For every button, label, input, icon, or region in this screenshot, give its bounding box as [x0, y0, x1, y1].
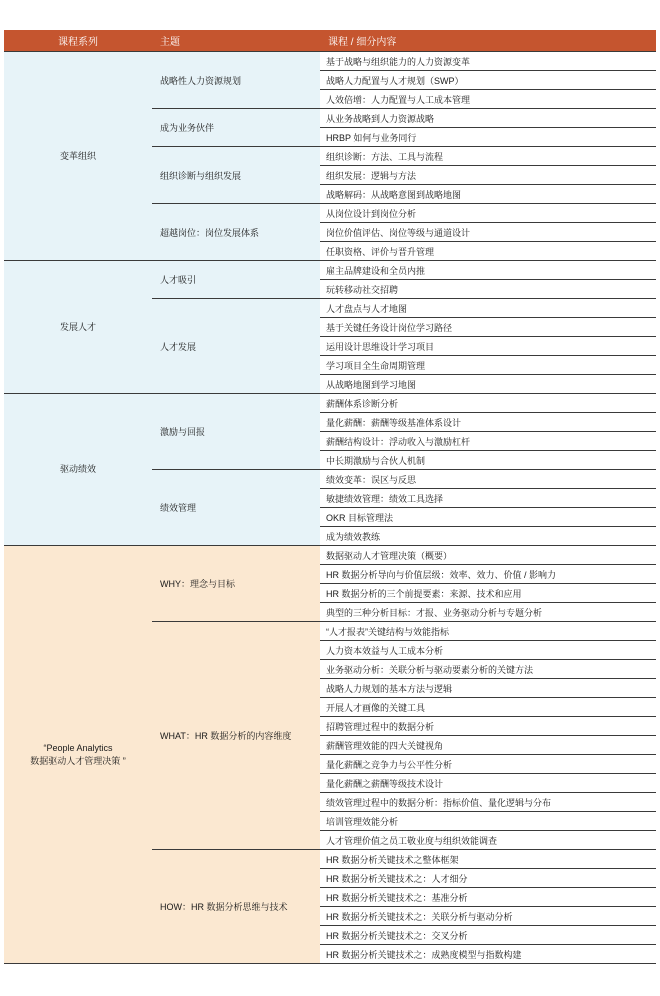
content-item: 薪酬管理效能的四大关键视角	[320, 736, 656, 755]
section-2	[4, 261, 656, 394]
content-item: 薪酬体系诊断分析	[320, 394, 656, 413]
topic-cell: WHY：理念与目标	[152, 546, 320, 622]
content-item: HR 数据分析导向与价值层级：效率、效力、价值 / 影响力	[320, 565, 656, 584]
content-item: 运用设计思维设计学习项目	[320, 337, 656, 356]
content-item: 组织发展：逻辑与方法	[320, 166, 656, 185]
content-item: 人效倍增：人力配置与人工成本管理	[320, 90, 656, 109]
header-topic: 主题	[152, 30, 320, 52]
header-row	[4, 30, 656, 52]
section-4	[4, 546, 656, 964]
content-item: 培训管理效能分析	[320, 812, 656, 831]
table-row	[4, 52, 656, 71]
content-item: 招聘管理过程中的数据分析	[320, 717, 656, 736]
content-item: 战略解码：从战略意图到战略地图	[320, 185, 656, 204]
table-row	[4, 394, 656, 413]
content-item: HR 数据分析关键技术之整体框架	[320, 850, 656, 869]
content-item: 基于战略与组织能力的人力资源变革	[320, 52, 656, 71]
series-cell: 发展人才	[4, 261, 152, 394]
section-1	[4, 52, 656, 261]
header-content: 课程 / 细分内容	[320, 30, 656, 52]
content-item: HRBP 如何与业务同行	[320, 128, 656, 147]
content-item: OKR 目标管理法	[320, 508, 656, 527]
content-item: 业务驱动分析：关联分析与驱动要素分析的关键方法	[320, 660, 656, 679]
content-item: 中长期激励与合伙人机制	[320, 451, 656, 470]
topic-cell: 组织诊断与组织发展	[152, 147, 320, 204]
content-item: 绩效管理过程中的数据分析：指标价值、量化逻辑与分布	[320, 793, 656, 812]
topic-cell: 成为业务伙伴	[152, 109, 320, 147]
content-item: 量化薪酬：薪酬等级基准体系设计	[320, 413, 656, 432]
content-item: 人才盘点与人才地图	[320, 299, 656, 318]
topic-cell: 超越岗位：岗位发展体系	[152, 204, 320, 261]
topic-cell: 激励与回报	[152, 394, 320, 470]
content-item: 绩效变革：误区与反思	[320, 470, 656, 489]
content-item: 岗位价值评估、岗位等级与通道设计	[320, 223, 656, 242]
content-item: 组织诊断：方法、工具与流程	[320, 147, 656, 166]
table-row	[4, 261, 656, 280]
content-item: HR 数据分析关键技术之：成熟度模型与指数构建	[320, 945, 656, 964]
content-item: 成为绩效教练	[320, 527, 656, 546]
content-item: 典型的三种分析目标：才报、业务驱动分析与专题分析	[320, 603, 656, 622]
content-item: 从岗位设计到岗位分析	[320, 204, 656, 223]
topic-cell: 战略性人力资源规划	[152, 52, 320, 109]
content-item: 任职资格、评价与晋升管理	[320, 242, 656, 261]
content-item: HR 数据分析关键技术之：关联分析与驱动分析	[320, 907, 656, 926]
table-header	[4, 30, 656, 52]
content-item: 薪酬结构设计：浮动收入与激励杠杆	[320, 432, 656, 451]
content-item: “人才报表”关键结构与效能指标	[320, 622, 656, 641]
topic-cell: 人才吸引	[152, 261, 320, 299]
course-table-container	[4, 30, 656, 964]
course-table	[4, 30, 656, 964]
content-item: 从业务战略到人力资源战略	[320, 109, 656, 128]
topic-cell: WHAT：HR 数据分析的内容维度	[152, 622, 320, 850]
content-item: 数据驱动人才管理决策（概要）	[320, 546, 656, 565]
content-item: HR 数据分析的三个前提要素：来源、技术和应用	[320, 584, 656, 603]
content-item: 战略人力配置与人才规划（SWP）	[320, 71, 656, 90]
content-item: 人力资本效益与人工成本分析	[320, 641, 656, 660]
topic-cell: HOW：HR 数据分析思维与技术	[152, 850, 320, 964]
content-item: HR 数据分析关键技术之：人才细分	[320, 869, 656, 888]
series-cell: 驱动绩效	[4, 394, 152, 546]
header-series: 课程系列	[4, 30, 152, 52]
content-item: 量化薪酬之薪酬等级技术设计	[320, 774, 656, 793]
content-item: 学习项目全生命周期管理	[320, 356, 656, 375]
content-item: 基于关键任务设计岗位学习路径	[320, 318, 656, 337]
content-item: 人才管理价值之员工敬业度与组织效能调查	[320, 831, 656, 850]
series-cell: 变革组织	[4, 52, 152, 261]
content-item: 开展人才画像的关键工具	[320, 698, 656, 717]
topic-cell: 绩效管理	[152, 470, 320, 546]
section-3	[4, 394, 656, 546]
content-item: HR 数据分析关键技术之：基准分析	[320, 888, 656, 907]
content-item: 量化薪酬之竞争力与公平性分析	[320, 755, 656, 774]
table-row	[4, 546, 656, 565]
content-item: 玩转移动社交招聘	[320, 280, 656, 299]
series-cell: “People Analytics 数据驱动人才管理决策 ”	[4, 546, 152, 964]
topic-cell: 人才发展	[152, 299, 320, 394]
content-item: 敏捷绩效管理：绩效工具选择	[320, 489, 656, 508]
content-item: 雇主品牌建设和全员内推	[320, 261, 656, 280]
content-item: HR 数据分析关键技术之：交叉分析	[320, 926, 656, 945]
content-item: 从战略地图到学习地图	[320, 375, 656, 394]
content-item: 战略人力规划的基本方法与逻辑	[320, 679, 656, 698]
